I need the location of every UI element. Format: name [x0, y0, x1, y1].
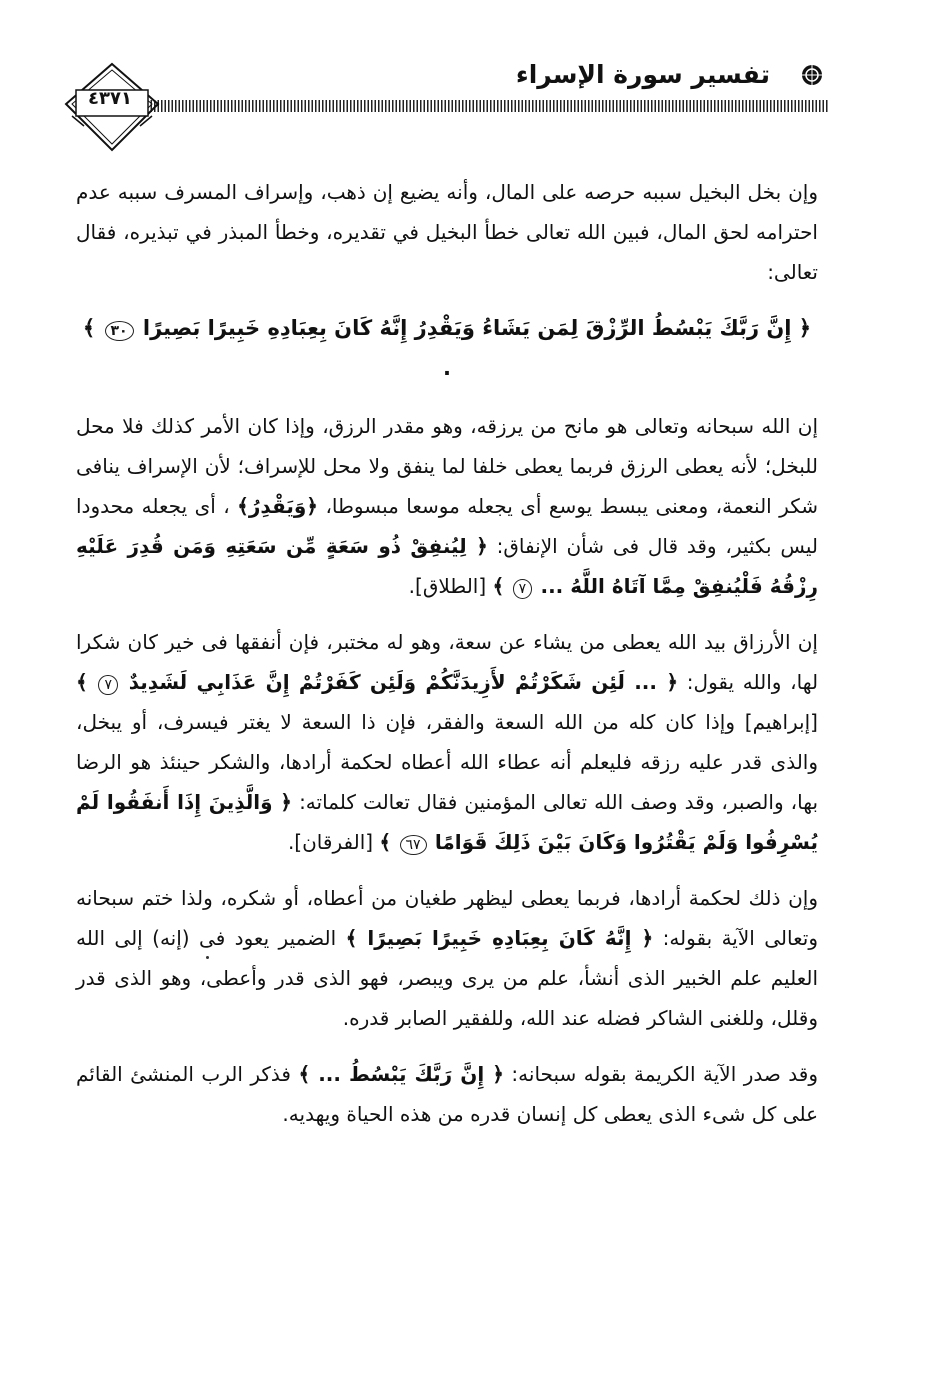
paragraph-text: وإن بخل البخيل سببه حرصه على المال، وأنه يضيع إن ذهب، وإسراف المسرف سببه عدم احترامه لحق المال، فبين الله تعالى خطأ البخيل في تقديره، وخطأ المبذر في تبذيره، فقال تعالى: — [76, 180, 818, 284]
paragraph-text: إن الأرزاق بيد الله يعطى من يشاء عن سعة، وهو له مختبر، فإن أنفقها فى خير كان شكرا لها، والله يقول: — [76, 630, 819, 694]
verse-closing: ﴾ . — [82, 316, 451, 380]
ayah-number-marker: ٧ — [98, 675, 118, 695]
surah-reference: [الطلاق]. — [408, 574, 487, 598]
print-speck — [206, 956, 209, 959]
quran-quote: ﴿ إِنَّهُ كَانَ بِعِبَادِهِ خَبِيرًا بَصِيرًا ﴾ — [345, 926, 654, 950]
ornament-icon — [799, 62, 825, 88]
book-title: تفسير سورة الإسراء — [515, 60, 770, 89]
surah-reference: [الفرقان]. — [287, 830, 374, 854]
ayah-number-marker: ٧ — [513, 579, 533, 599]
paragraph-3 — [76, 622, 818, 862]
header-rule — [140, 100, 828, 112]
paragraph-2 — [76, 406, 818, 606]
page-body — [76, 172, 818, 1150]
quran-verse-block — [76, 308, 818, 388]
paragraph-text: فذكر الرب المنشئ القائم على كل شىء الذى يعطى كل إنسان قدره من هذه الحياة ويهديه. — [76, 1062, 818, 1126]
quran-quote: ﴿ ... لَئِن شَكَرْتُمْ لأَزِيدَنَّكُمْ وَلَئِن كَفَرْتُمْ إِنَّ عَذَابِي لَشَدِيدٌ — [128, 670, 679, 694]
quran-verse: ﴿ إِنَّ رَبَّكَ يَبْسُطُ الرِّزْقَ لِمَن يَشَاءُ وَيَقْدِرُ إِنَّهُ كَانَ بِعِبَادِهِ خَبِيرًا بَصِيرًا — [142, 316, 812, 340]
paragraph-1 — [76, 172, 818, 292]
quran-quote: ﴿ إِنَّ رَبَّكَ يَبْسُطُ ... ﴾ — [298, 1062, 504, 1086]
ayah-number-marker: ٦٧ — [400, 835, 427, 855]
quran-quote: ﴿ لِيُنفِقْ ذُو سَعَةٍ مِّن سَعَتِهِ وَمَن قُدِرَ عَلَيْهِ رِزْقُهُ فَلْيُنفِقْ مِمَّا آتَاهُ اللَّهُ ... — [76, 534, 818, 598]
page-number: ٤٣٧١ — [88, 88, 132, 109]
paragraph-text: إن الله سبحانه وتعالى هو مانح من يرزقه، وهو مقدر الرزق، وإذا كان الأمر كذلك فلا محل للبخل؛ لأنه يعطى الرزق فربما يعطى خلفا لما ينفق ولا محل للإسراف؛ لأن الإسراف ينافى شكر النعمة، ومعنى يبسط يوسع أى يجعله موسعا مبسوطا، — [76, 414, 819, 518]
paragraph-text: ، أى يجعله محدودا ليس بكثير، وقد قال فى شأن الإنفاق: — [76, 494, 819, 558]
paragraph-text: وقد صدر الآية الكريمة بقوله سبحانه: — [511, 1062, 819, 1086]
paragraph-4 — [76, 878, 818, 1038]
quran-quote: ﴿وَيَقْدِرُ﴾ — [237, 494, 319, 518]
paragraph-text: وإن ذلك لحكمة أرادها، فربما يعطى ليظهر طغيان من أعطاه، أو شكره، ولذا ختم سبحانه وتعالى الآية بقوله: — [76, 886, 818, 950]
paragraph-text: [إبراهيم] وإذا كان كله من الله السعة والفقر، فإن ذا السعة لا يغتر فيسرف، أو يبخل، والذى قدر عليه رزقه فليعلم أنه عطاء الله أعطاه لحكمة أرادها، والشكر حينئذ هو الرضا بها، والصبر، وقد وصف الله تعالى المؤمنين فقال تعالت كلماته: — [76, 710, 819, 814]
page-header — [0, 0, 930, 160]
paragraph-text: الضمير يعود فى (إنه) إلى الله العليم علم الخبير الذى أنشأ، علم من يرى ويبصر، فهو الذى قدر وأعطى، وهو الذى قدر وقلل، وللغنى الشاكر فضله عند الله، وللفقير الصابر قدره. — [76, 926, 818, 1030]
paragraph-5 — [76, 1054, 818, 1134]
quran-quote: ﴿ وَالَّذِينَ إِذَا أَنفَقُوا لَمْ يُسْرِفُوا وَلَمْ يَقْتُرُوا وَكَانَ بَيْنَ ذَلِكَ قَوَامًا — [76, 790, 818, 854]
ayah-number-marker: ٣٠ — [105, 321, 134, 341]
quote-closing: ﴾ — [379, 830, 392, 854]
quote-closing: ﴾ — [76, 670, 88, 694]
quote-closing: ﴾ — [492, 574, 505, 598]
